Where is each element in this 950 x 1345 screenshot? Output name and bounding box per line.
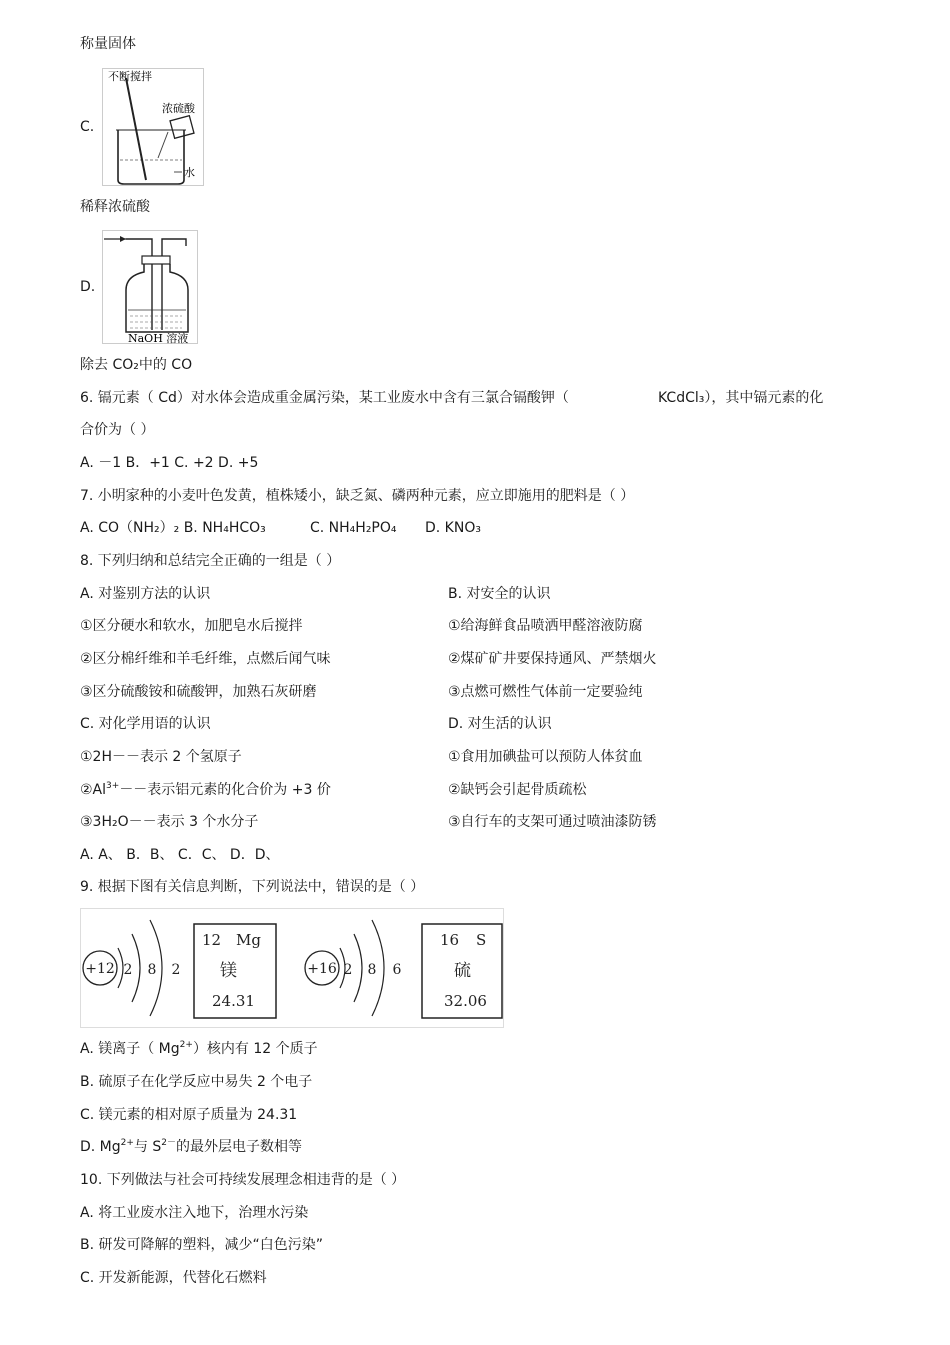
q6-stem-line1: 6. 镉元素（ Cd）对水体会造成重金属污染，某工业废水中含有三氯合镉酸钾（ <box>80 390 569 406</box>
s-shell-label: 6 <box>392 962 402 978</box>
mg-atomic-number: 12 <box>202 931 222 949</box>
q8-options: A. A、 B．B、 C．C、 D．D、 <box>80 847 280 863</box>
q7-stem: 7. 小明家种的小麦叶色发黄，植株矮小，缺乏氮、磷两种元素，应立即施用的肥料是（ ） <box>80 488 635 504</box>
q8-stem: 8. 下列归纳和总结完全正确的一组是（ ） <box>80 553 341 569</box>
s-symbol: S <box>476 931 487 949</box>
q8-b-item: ②煤矿矿井要保持通风、严禁烟火 <box>448 651 657 667</box>
s-atomic-mass: 32.06 <box>444 992 487 1010</box>
q8-c-head: C. 对化学用语的认识 <box>80 716 211 732</box>
q7-option-c: C. NH₄H₂PO₄ <box>310 520 397 536</box>
mg-symbol: Mg <box>236 931 261 949</box>
naoh-label: NaOH 溶液 <box>128 332 189 344</box>
q8-c-item: $②Al^{3+}--$表示铝元素的化合价为 +3 价 <box>80 781 331 798</box>
q9-stem: 9. 根据下图有关信息判断，下列说法中，错误的是（ ） <box>80 879 425 895</box>
q9-option-c: C. 镁元素的相对原子质量为 24.31 <box>80 1107 298 1123</box>
mg-shell-label: 8 <box>147 962 157 978</box>
q8-a-head: A. 对鉴别方法的认识 <box>80 586 211 602</box>
q8-d-item: ①食用加碘盐可以预防人体贫血 <box>448 749 643 765</box>
q10-option-a: A. 将工业废水注入地下，治理水污染 <box>80 1205 309 1221</box>
q9-option-a: A. 镁离子（ $Mg^{2+}$）核内有 12 个质子 <box>80 1040 318 1057</box>
q8-c-item: ③3H₂O－－表示 3 个水分子 <box>80 814 259 830</box>
q7-option-d: D. KNO₃ <box>425 520 481 536</box>
mg-shell-label: 2 <box>123 962 133 978</box>
mg-name: 镁 <box>220 961 237 981</box>
q8-d-head: D. 对生活的认识 <box>448 716 552 732</box>
s-shell-label: 2 <box>343 962 353 978</box>
q8-d-item: ③自行车的支架可通过喷油漆防锈 <box>448 814 657 830</box>
q6-formula: KCdCl₃），其中镉元素的化 <box>658 390 824 406</box>
q8-b-item: ①给海鲜食品喷洒甲醛溶液防腐 <box>448 618 643 634</box>
q8-c-item: ①2H－－表示 2 个氢原子 <box>80 749 242 765</box>
q10-option-b: B. 研发可降解的塑料，减少“白色污染” <box>80 1237 324 1253</box>
q10-stem: 10. 下列做法与社会可持续发展理念相违背的是（ ） <box>80 1172 406 1188</box>
water-label: 水 <box>184 166 195 179</box>
mg-nucleus-label: +12 <box>85 961 115 977</box>
q6-options: A. －1 B．+1 C. +2 D. +5 <box>80 455 259 471</box>
s-atomic-number: 16 <box>440 931 460 949</box>
stir-label: 不断搅拌 <box>108 70 152 83</box>
q9-option-d: D. $Mg^{2+}$与 $S^{2-}$的最外层电子数相等 <box>80 1138 303 1155</box>
option-c-caption: 稀释浓硫酸 <box>80 199 150 215</box>
acid-label: 浓硫酸 <box>162 102 195 115</box>
q7-option-ab: A. CO（NH₂）₂ B. NH₄HCO₃ <box>80 520 266 536</box>
dilute-acid-figure <box>102 68 204 186</box>
s-nucleus-label: +16 <box>307 961 337 977</box>
mg-shell-label: 2 <box>171 962 181 978</box>
q8-a-item: ①区分硬水和软水，加肥皂水后搅拌 <box>80 618 303 634</box>
q10-option-c: C. 开发新能源，代替化石燃料 <box>80 1270 267 1286</box>
option-c-label: C. <box>80 119 95 135</box>
atomic-structure-figure <box>80 908 504 1028</box>
mg-atomic-mass: 24.31 <box>212 992 255 1010</box>
gas-wash-bottle-figure <box>102 230 198 344</box>
s-shell-label: 8 <box>367 962 377 978</box>
q8-b-item: ③点燃可燃性气体前一定要验纯 <box>448 684 643 700</box>
option-d-label: D. <box>80 279 96 295</box>
q8-a-item: ③区分硫酸铵和硫酸钾，加熟石灰研磨 <box>80 684 317 700</box>
q8-d-item: ②缺钙会引起骨质疏松 <box>448 782 587 798</box>
s-name: 硫 <box>454 961 471 981</box>
option-b-caption: 称量固体 <box>80 36 136 52</box>
q9-option-b: B. 硫原子在化学反应中易失 2 个电子 <box>80 1074 313 1090</box>
option-d-caption: 除去 CO₂中的 CO <box>80 357 193 373</box>
q8-a-item: ②区分棉纤维和羊毛纤维，点燃后闻气味 <box>80 651 331 667</box>
q6-stem-line2: 合价为（ ） <box>80 422 155 438</box>
q8-b-head: B. 对安全的认识 <box>448 586 551 602</box>
